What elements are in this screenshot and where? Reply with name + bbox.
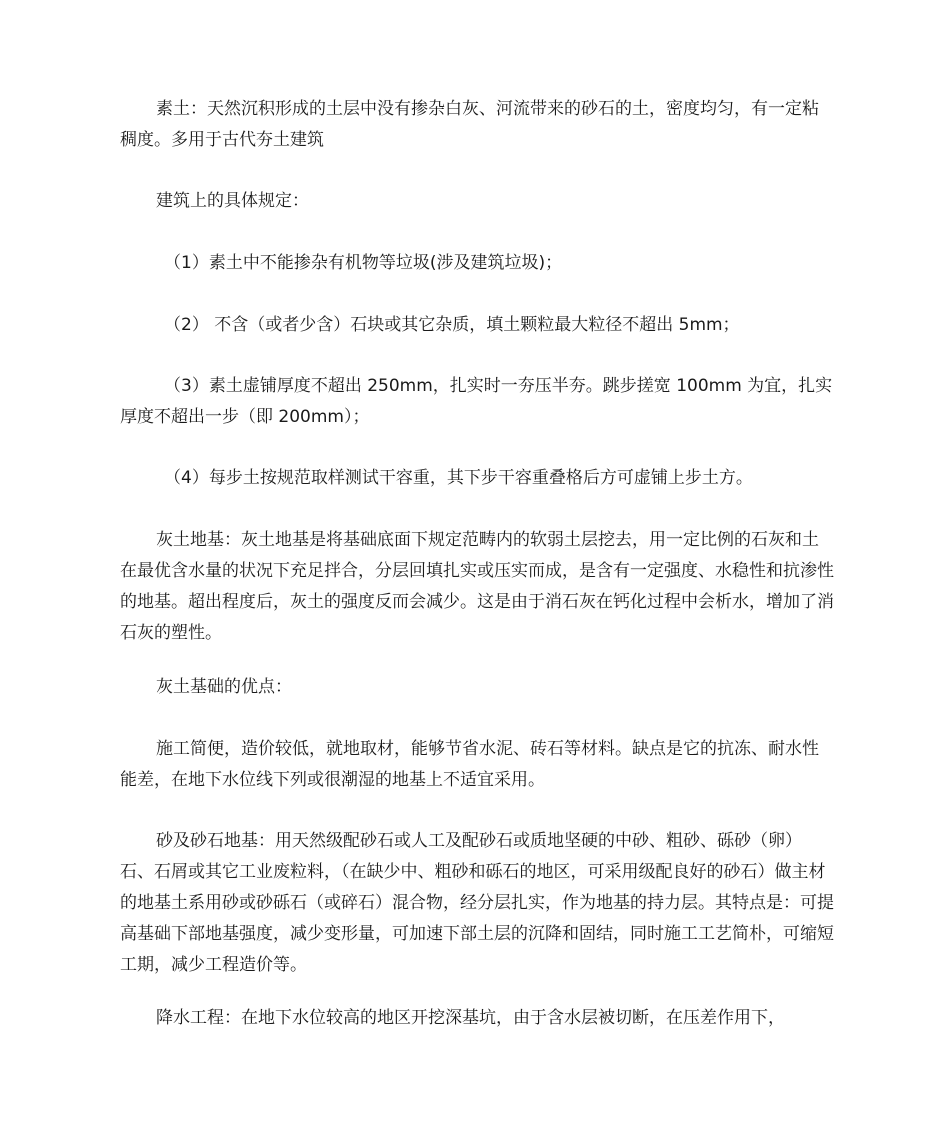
paragraph-regulations-heading: 建筑上的具体规定： [156, 191, 309, 211]
paragraph-lime-soil-foundation: 灰土地基：灰土地基是将基础底面下规定范畴内的软弱土层挖去，用一定比例的石灰和土在最优含水量的状况下充足拌合，分层回填扎实或压实而成，是含有一定强度、水稳性和抗渗性的地基。超出程度后，灰土的强度反而会减少。这是由于消石灰在钙化过程中会析水，增加了消石灰的塑性。 [120, 530, 834, 643]
paragraph-advantages: 施工简便，造价较低，就地取材，能够节省水泥、砖石等材料。缺点是它的抗冻、耐水性能差，在地下水位线下列或很潮湿的地基上不适宜采用。 [120, 739, 819, 790]
paragraph-plain-soil: 素土：天然沉积形成的土层中没有掺杂白灰、河流带来的砂石的土，密度均匀，有一定粘稠度。多用于古代夯土建筑 [120, 99, 819, 150]
paragraph-dewatering: 降水工程：在地下水位较高的地区开挖深基坑，由于含水层被切断，在压差作用下， [156, 1008, 785, 1028]
list-item-4: （4）每步土按规范取样测试干容重，其下步干容重叠格后方可虚铺上步土方。 [164, 468, 753, 488]
paragraph-advantages-heading: 灰土基础的优点： [156, 677, 292, 697]
paragraph-sand-gravel-foundation: 砂及砂石地基：用天然级配砂石或人工及配砂石或质地坚硬的中砂、粗砂、砾砂（卵）石、石屑或其它工业废粒料，（在缺少中、粗砂和砾石的地区，可采用级配良好的砂石）做主材的地基土系用砂或砂砾石（或碎石）混合物，经分层扎实，作为地基的持力层。其特点是：可提高基础下部地基强度，减少变形量，可加速下部土层的沉降和固结，同时施工工艺简朴，可缩短工期，减少工程造价等。 [120, 831, 834, 975]
list-item-3: （3）素土虚铺厚度不超出 250mm，扎实时一夯压半夯。跳步搓宽 100mm 为宜，扎实厚度不超出一步（即 200mm）； [120, 376, 833, 427]
list-item-1: （1）素土中不能掺杂有机物等垃圾(涉及建筑垃圾)； [164, 253, 563, 273]
list-item-2: （2） 不含（或者少含）石块或其它杂质，填土颗粒最大粒径不超出 5mm； [164, 315, 740, 335]
